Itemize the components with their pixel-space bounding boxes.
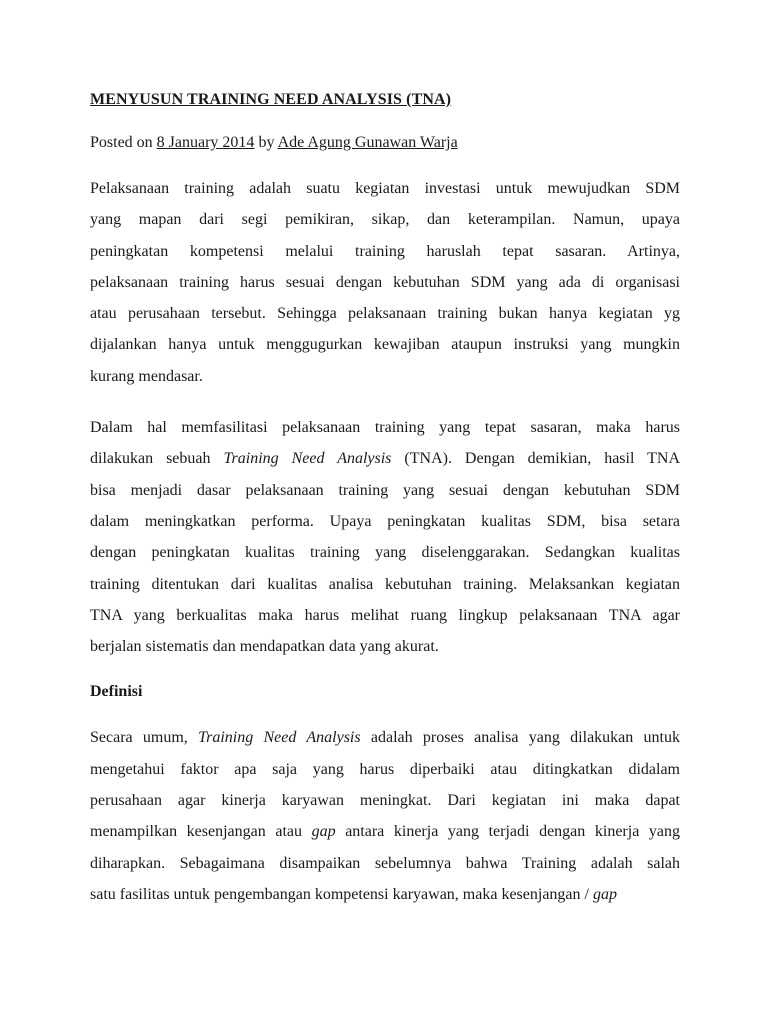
text-line [90,298,680,329]
text-segment: dijalankan hanya untuk menggugurkan kewajiban ataupun instruksi yang mungkin [90,336,680,354]
text-segment: mengetahui faktor apa saja yang harus diperbaiki atau ditingkatkan didalam [90,760,680,778]
paragraph-definition [90,722,680,910]
text-segment: Dalam hal memfasilitasi pelaksanaan training yang tepat sasaran, maka harus [90,419,680,437]
text-line [90,475,680,506]
text-line [90,848,680,879]
text-segment: dengan peningkatan kualitas training yang diselenggarakan. Sedangkan kualitas [90,544,680,562]
text-line [90,754,680,785]
text-line [90,600,680,631]
text-segment: satu fasilitas untuk pengembangan kompetensi karyawan, maka kesenjangan / [90,885,593,903]
text-segment: Secara umum, [90,729,199,747]
text-line [90,204,680,235]
text-line [90,267,680,298]
author-link[interactable]: Ade Agung Gunawan Warja [277,134,458,151]
text-line [90,506,680,537]
text-line [90,443,680,474]
text-segment: diharapkan. Sebagaimana disampaikan sebelumnya bahwa Training adalah salah [90,854,680,872]
posted-prefix: Posted on [90,134,157,151]
text-line [90,412,680,443]
text-segment: kurang mendasar. [90,367,203,385]
text-segment: peningkatan kompetensi melalui training haruslah tepat sasaran. Artinya, [90,242,680,260]
text-line [90,537,680,568]
text-segment: atau perusahaan tersebut. Sehingga pelaksanaan training bukan hanya kegiatan yg [90,305,680,323]
text-segment: dilakukan sebuah [90,450,224,468]
paragraph-tna [90,412,680,662]
text-segment: training ditentukan dari kualitas analisa kebutuhan training. Melaksankan kegiatan [90,575,680,593]
document-page [90,88,680,910]
section-heading: Definisi [90,683,143,701]
text-line [90,236,680,267]
text-line [90,361,680,392]
document-title: MENYUSUN TRAINING NEED ANALYSIS (TNA) [90,91,452,108]
post-meta [90,131,680,155]
text-line [90,569,680,600]
text-segment: pelaksanaan training harus sesuai dengan kebutuhan SDM yang ada di organisasi [90,273,680,291]
italic-term: Training Need Analysis [198,729,361,747]
text-segment: menampilkan kesenjangan atau [90,823,312,841]
text-segment: adalah proses analisa yang dilakukan untuk [360,729,681,747]
text-line [90,816,680,847]
post-date-link[interactable]: 8 January 2014 [156,134,255,151]
text-line [90,329,680,360]
text-segment: yang mapan dari segi pemikiran, sikap, dan keterampilan. Namun, upaya [90,211,680,229]
text-segment: antara kinerja yang terjadi dengan kinerja yang [335,823,680,841]
posted-by: by [254,134,278,151]
text-segment: Pelaksanaan training adalah suatu kegiatan investasi untuk mewujudkan SDM [90,180,680,197]
text-line [90,173,680,204]
text-segment: berjalan sistematis dan mendapatkan data yang akurat. [90,638,439,656]
text-line [90,785,680,816]
text-segment: bisa menjadi dasar pelaksanaan training yang sesuai dengan kebutuhan SDM [90,481,680,499]
text-line [90,722,680,753]
text-line [90,879,680,910]
text-segment: TNA yang berkualitas maka harus melihat ruang lingkup pelaksanaan TNA agar [90,606,680,624]
italic-term: gap [311,823,336,841]
paragraph-intro [90,173,680,392]
italic-term: gap [592,885,617,903]
text-line [90,631,680,662]
text-segment: (TNA). Dengan demikian, hasil TNA [391,450,681,468]
text-segment: perusahaan agar kinerja karyawan meningkat. Dari kegiatan ini maka dapat [90,792,680,810]
italic-term: Training Need Analysis [223,450,392,468]
text-segment: dalam meningkatkan performa. Upaya peningkatan kualitas SDM, bisa setara [90,512,680,530]
